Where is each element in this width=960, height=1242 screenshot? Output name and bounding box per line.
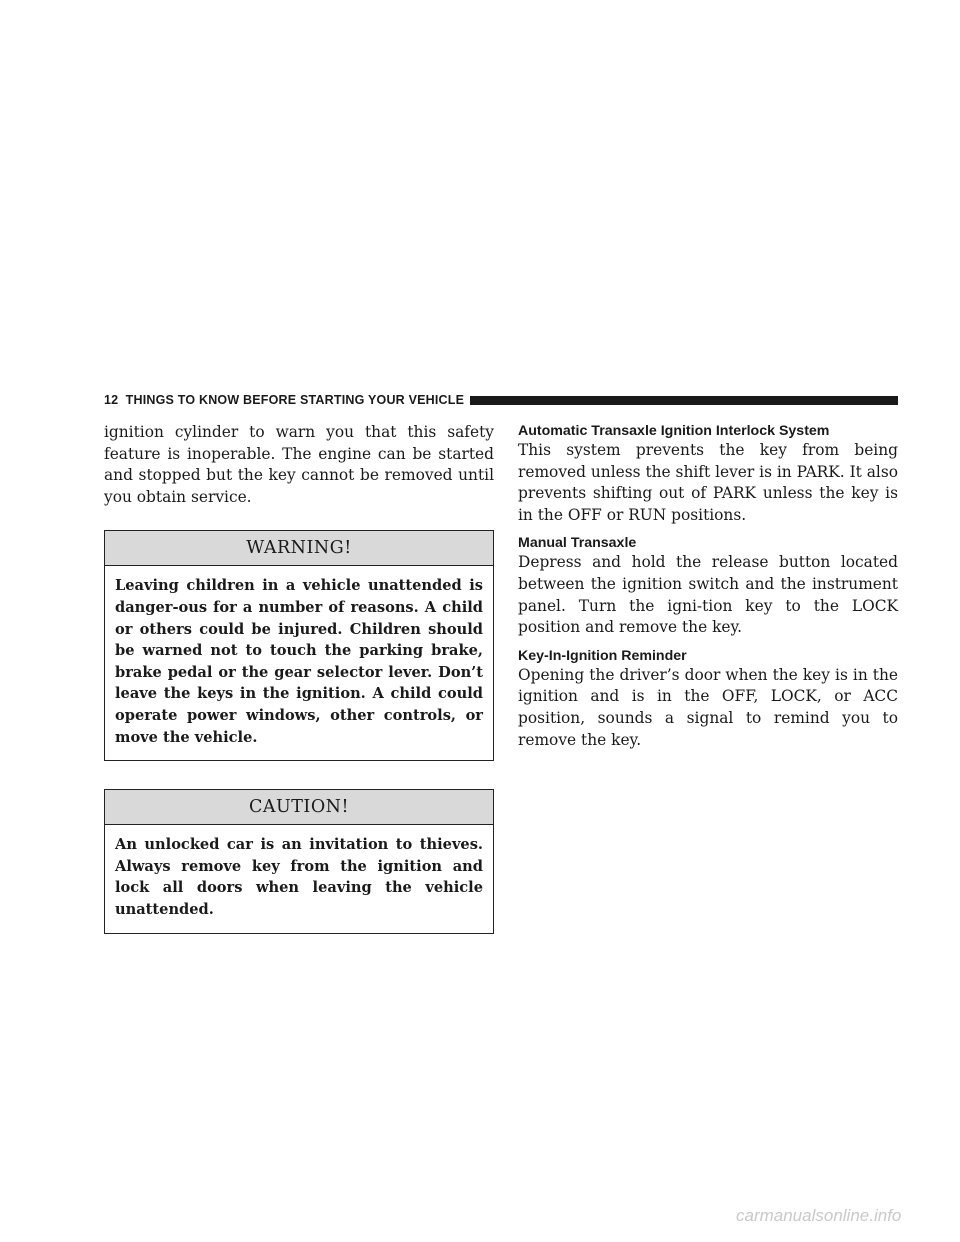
header-rule-bar (470, 396, 898, 405)
section-heading-key-reminder: Key-In-Ignition Reminder (518, 647, 687, 664)
warning-title: WARNING! (105, 531, 493, 566)
intro-paragraph: ignition cylinder to warn you that this safety feature is inoperable. The engine can be started and stopped but the key cannot be removed until you obtain service. (104, 423, 494, 506)
caution-box (104, 789, 494, 933)
caution-text: An unlocked car is an invitation to thieves. Always remove key from the ignition and lock all doors when leaving the vehicle unattended. (115, 836, 483, 918)
left-column (104, 422, 494, 934)
section-heading-ignition-interlock: Automatic Transaxle Ignition Interlock System (518, 423, 830, 439)
section-text-manual-transaxle: Depress and hold the release button located between the ignition switch and the instrument panel. Turn the igni-tion key to the LOCK position and remove the key. (518, 553, 898, 637)
warning-text: Leaving children in a vehicle unattended is danger-ous for a number of reasons. A child or others could be injured. Children should be warned not to touch the parking brake, brake pedal or the gear selector lever. Don’t leave the keys in the ignition. A child could operate power windows, other controls, or move the vehicle. (115, 577, 483, 746)
page-header (104, 389, 898, 411)
caution-title: CAUTION! (105, 790, 493, 825)
watermark-logo: carmanualsonline.info (736, 1206, 902, 1225)
section-text-ignition-interlock: This system prevents the key from being removed unless the shift lever is in PARK. It also prevents shifting out of PARK unless the key is in the OFF or RUN positions. (518, 441, 898, 524)
section-text-key-reminder: Opening the driver’s door when the key is in the ignition and is in the OFF, LOCK, or ACC position, sounds a signal to remind you to remove the key. (518, 665, 898, 749)
page-header-text (104, 393, 464, 407)
warning-box (104, 530, 494, 761)
page-number: 12 (104, 393, 119, 407)
section-heading-manual-transaxle: Manual Transaxle (518, 535, 637, 552)
section-title: THINGS TO KNOW BEFORE STARTING YOUR VEHICLE (125, 393, 465, 407)
right-column (518, 422, 898, 751)
